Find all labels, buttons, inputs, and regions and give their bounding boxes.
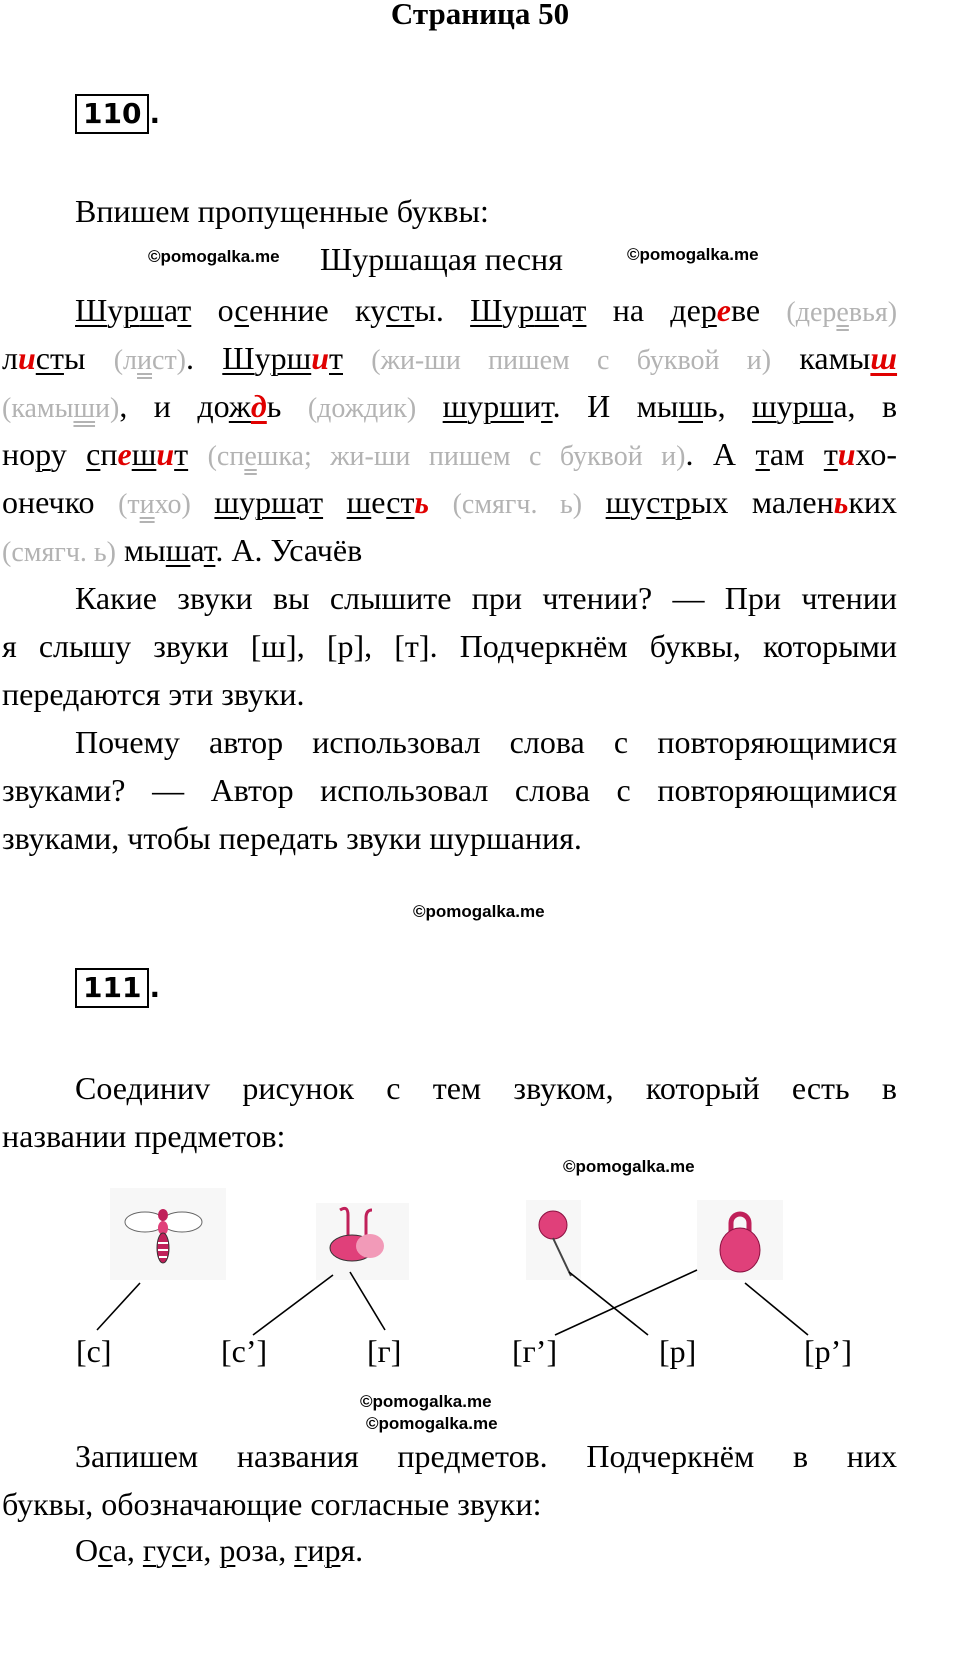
text-line	[2, 290, 897, 330]
text-segment: О	[75, 1532, 99, 1568]
text-segment: . И мы	[552, 388, 679, 424]
exercise-dot: .	[149, 971, 161, 1004]
hint-text: ик)	[378, 393, 417, 424]
underlined-letter: рш	[255, 484, 296, 520]
underlined-letter: т	[203, 532, 216, 568]
hint-text: (смягч. ь)	[452, 489, 583, 520]
underlined-letter: р	[324, 1532, 341, 1568]
text-segment: у	[776, 388, 793, 424]
exercise-number-111	[75, 968, 160, 1008]
text-line	[2, 434, 897, 474]
text-segment: на де	[586, 292, 701, 328]
answer-words	[2, 1530, 897, 1578]
underlined-letter: Ш	[470, 292, 503, 328]
text-segment: п	[100, 436, 118, 472]
underlined-letter: г	[294, 1532, 308, 1568]
underlined-letter: ш	[214, 484, 240, 520]
text-segment	[323, 484, 347, 520]
inserted-letter: е	[117, 436, 132, 472]
text-line	[2, 1530, 897, 1570]
kettlebell-icon	[697, 1200, 783, 1280]
underlined-letter: стр	[646, 484, 691, 520]
text-segment: у	[239, 484, 256, 520]
hint-text: (смягч. ь)	[2, 537, 117, 568]
underlined-letter: ш	[442, 388, 468, 424]
underlined-letter: с	[234, 292, 249, 328]
underlined-letter: ш	[678, 388, 703, 424]
text-segment	[343, 340, 371, 376]
text-segment: мы	[116, 532, 166, 568]
exercise-number-box: 111	[75, 968, 149, 1008]
text-line	[2, 482, 897, 522]
text-segment	[582, 484, 606, 520]
text-segment: ы	[63, 340, 114, 376]
underlined-letter: ш	[131, 436, 157, 472]
hint-text: и)	[95, 393, 120, 424]
text-line: названии предметов:	[2, 1118, 286, 1154]
underlined-letter: т	[755, 436, 770, 472]
sound-label: [р]	[659, 1333, 697, 1369]
page-title: Страница 50	[390, 0, 570, 31]
poem	[2, 290, 897, 578]
text-segment: у	[254, 340, 271, 376]
text-line: Соединиv рисунок с тем звуком, который есть в	[75, 1070, 897, 1106]
task-text	[2, 1068, 897, 1164]
text-segment: ких	[848, 484, 898, 520]
underlined-letter: с	[86, 436, 101, 472]
text-segment: ы.	[414, 292, 471, 328]
underlined-letter: т	[823, 436, 838, 472]
text-segment: а	[559, 292, 573, 328]
text-segment: камы	[771, 340, 871, 376]
text-line: звуками, чтобы передать звуки шуршания.	[2, 820, 582, 856]
text-segment: у	[107, 292, 124, 328]
text-segment: у	[467, 388, 484, 424]
question-paragraph-1	[2, 578, 897, 722]
underlined-letter: ш	[752, 388, 777, 424]
geese-icon	[316, 1203, 409, 1280]
text-segment: ве	[731, 292, 787, 328]
inserted-letter: и	[17, 340, 36, 376]
text-segment: ь,	[703, 388, 753, 424]
text-segment: а	[295, 484, 310, 520]
underlined-letter: т	[174, 436, 189, 472]
inserted-letter: ь	[833, 484, 849, 520]
text-segment	[191, 484, 215, 520]
text-line: буквы, обозначающие согласные звуки:	[2, 1486, 542, 1522]
text-segment: а	[163, 292, 178, 328]
hint-text: и	[139, 489, 155, 520]
poem-title: Шуршащая песня	[320, 241, 563, 277]
underlined-letter: с	[98, 1532, 113, 1568]
text-segment: и	[307, 1532, 325, 1568]
text-segment	[429, 484, 453, 520]
hint-text: е	[244, 441, 257, 472]
text-segment: е	[371, 484, 387, 520]
underlined-letter: Ш	[222, 340, 255, 376]
bee-icon	[110, 1188, 226, 1280]
text-segment: енние ку	[248, 292, 387, 328]
text-line	[2, 338, 897, 378]
exercise-number-110	[75, 94, 160, 134]
sound-label: [с’]	[221, 1333, 268, 1369]
exercise-dot: .	[149, 97, 161, 130]
underlined-letter: р	[219, 1532, 236, 1568]
text-segment	[188, 436, 207, 472]
question-paragraph-2	[2, 722, 897, 866]
underlined-letter: т	[309, 484, 324, 520]
watermark: ©pomogalka.me	[563, 1157, 695, 1176]
text-segment: а,	[112, 1532, 143, 1568]
watermark: ©pomogalka.me	[366, 1414, 498, 1433]
hint-text: ст)	[152, 345, 187, 376]
hint-text: (дож	[307, 393, 365, 424]
underlined-letter: г	[142, 1532, 157, 1568]
exercise-number-box: 110	[75, 94, 149, 134]
watermark: ©pomogalka.me	[148, 247, 280, 266]
underlined-letter: ст	[386, 292, 415, 328]
watermark: ©pomogalka.me	[360, 1392, 492, 1411]
hint-text: д	[364, 393, 379, 424]
text-line: Почему автор использовал слова с повторяющимися	[75, 724, 897, 760]
underlined-letter: ст	[386, 484, 415, 520]
text-segment: оза,	[235, 1532, 295, 1568]
underlined-letter: ш	[346, 484, 372, 520]
text-segment: . А	[685, 436, 756, 472]
underlined-letter: р	[35, 436, 51, 472]
text-segment: у	[50, 436, 87, 472]
text-segment: у	[502, 292, 519, 328]
text-segment: .	[186, 340, 223, 376]
text-segment: я.	[340, 1532, 364, 1568]
text-segment: и	[523, 388, 542, 424]
text-line: я слышу звуки [ш], [р], [т]. Подчеркнём буквы, которыми	[2, 628, 897, 664]
text-segment: ь	[266, 388, 308, 424]
underlined-letter: рш	[270, 340, 312, 376]
underlined-letter: ш	[165, 532, 191, 568]
underlined-letter: р	[123, 292, 140, 328]
underlined-letter: р	[700, 292, 717, 328]
underlined-letter: Ш	[75, 292, 108, 328]
inserted-letter: и	[156, 436, 175, 472]
sound-label: [р’]	[804, 1333, 852, 1369]
underlined-letter: т	[572, 292, 587, 328]
underlined-letter: ш	[605, 484, 631, 520]
text-segment: ых мален	[690, 484, 834, 520]
underlined-letter: р	[518, 292, 535, 328]
text-line: Какие звуки вы слышите при чтении? — При чтении	[75, 580, 897, 616]
text-segment: ам	[769, 436, 824, 472]
answer-paragraph	[2, 1436, 897, 1532]
underlined-letter: т	[177, 292, 192, 328]
hint-text: е	[836, 297, 849, 328]
watermark: ©pomogalka.me	[627, 245, 759, 264]
task-text: Впишем пропущенные буквы:	[75, 193, 489, 229]
matching-diagram	[0, 1180, 960, 1350]
underlined-letter: т	[541, 388, 553, 424]
watermark: ©pomogalka.me	[413, 902, 545, 921]
hint-text: хо)	[154, 489, 191, 520]
hint-text: ш	[73, 393, 96, 424]
hint-text: (л	[113, 345, 138, 376]
text-segment	[416, 388, 442, 424]
text-segment: и,	[186, 1532, 220, 1568]
text-segment: у	[156, 1532, 173, 1568]
hint-text: вья)	[848, 297, 898, 328]
text-line	[2, 386, 897, 426]
hint-text: (дер	[786, 297, 837, 328]
sound-label: [с]	[76, 1333, 112, 1369]
inserted-letter: ш	[870, 340, 898, 376]
text-line: передаются эти звуки.	[2, 676, 305, 712]
underlined-letter: т	[329, 340, 343, 376]
inserted-letter: и	[837, 436, 856, 472]
text-segment: хо-	[855, 436, 898, 472]
underlined-letter: рш	[483, 388, 524, 424]
text-segment: но	[2, 436, 36, 472]
rose-icon	[526, 1200, 581, 1280]
inserted-letter: е	[716, 292, 731, 328]
underlined-letter: с	[172, 1532, 187, 1568]
hint-text: (сп	[207, 441, 245, 472]
inserted-letter: и	[311, 340, 330, 376]
text-segment: л	[2, 340, 18, 376]
underlined-letter: ш	[139, 292, 164, 328]
text-segment: у	[630, 484, 647, 520]
underlined-letter: ст	[35, 340, 64, 376]
text-line	[2, 530, 897, 570]
hint-text: (жи-ши пишем с буквой и)	[371, 345, 772, 376]
hint-text: (т	[118, 489, 140, 520]
text-segment: о	[191, 292, 235, 328]
hint-text: шка; жи-ши пишем с буквой и)	[256, 441, 686, 472]
text-segment: , и до	[119, 388, 229, 424]
text-segment: а, в	[833, 388, 898, 424]
underlined-letter: рш	[792, 388, 834, 424]
inserted-letter: ь	[414, 484, 430, 520]
sound-label: [г’]	[512, 1333, 558, 1369]
hint-text: и	[137, 345, 153, 376]
underlined-letter: ж	[228, 388, 251, 424]
sound-label: [г]	[367, 1333, 402, 1369]
text-line: Запишем названия предметов. Подчеркнём в них	[75, 1438, 897, 1474]
hint-text: (камы	[2, 393, 74, 424]
text-segment: а	[190, 532, 204, 568]
text-line: звуками? — Автор использовал слова с повторяющимися	[2, 772, 897, 808]
text-segment: . А. Усачёв	[215, 532, 363, 568]
inserted-letter: д	[250, 388, 267, 424]
underlined-letter: ш	[534, 292, 560, 328]
text-segment: онечко	[2, 484, 119, 520]
